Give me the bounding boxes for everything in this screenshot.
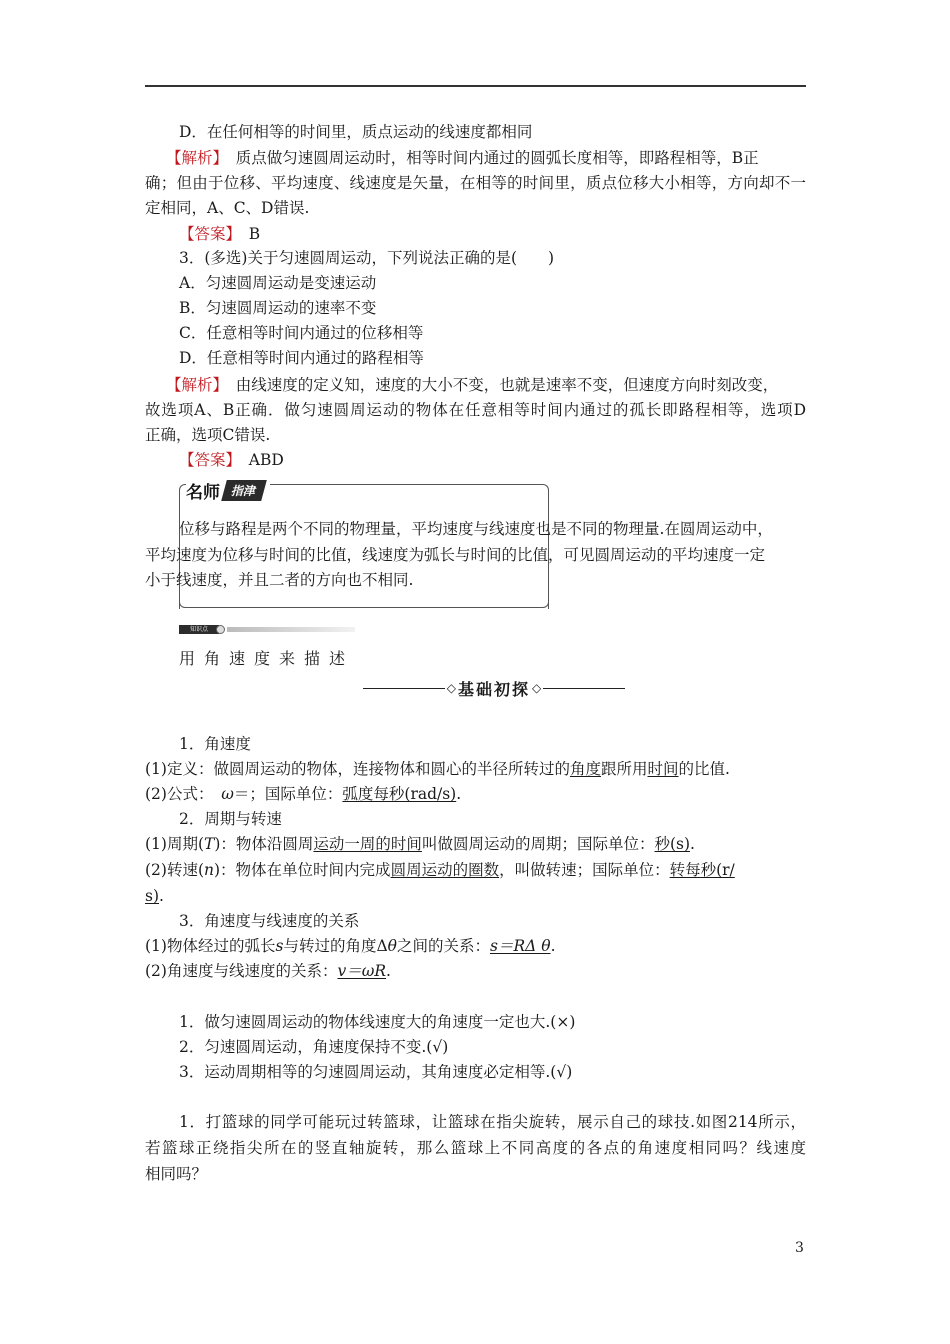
analysis-tag: 【解析】 [166,376,221,394]
question-3-option-d: D．任意相等时间内通过的路程相等 [179,349,424,367]
section-banner [363,677,625,699]
formula-line: (2)公式： ω＝；国际单位：弧度每秒(rad/s). [145,785,462,803]
diamond-icon: ◇ [446,681,456,695]
answer-tag: 【答案】 [179,451,234,469]
analysis-2-line-2: 故选项A、B正确．做匀速圆周运动的物体在任意相等时间内通过的孤长即路程相等，选项D [145,401,806,419]
question-3-option-a: A．匀速圆周运动是变速运动 [179,274,377,292]
velocity-relation-line: (2)角速度与线速度的关系：v＝ωR. [145,962,391,980]
question-line-3: 相同吗？ [145,1165,208,1183]
divider [227,627,355,632]
knowledge-point-badge: 知识点 [179,625,219,634]
tip-title-text: 名师 [186,482,220,503]
definition-line: (1)定义：做圆周运动的物体，连接物体和圆心的半径所转过的角度跟所用时间的比值. [145,760,730,778]
option-d: D．在任何相等的时间里，质点运动的线速度都相同 [179,123,533,141]
judge-3: 3．运动周期相等的匀速圆周运动，其角速度必定相等.(√) [179,1063,573,1081]
page-number: 3 [795,1240,804,1256]
section-subheading: 用角速度来描述 [179,649,355,668]
analysis-1-line-1: 【解析】 质点做匀速圆周运动时，相等时间内通过的圆弧长度相等，即路程相等，B正 [166,149,759,167]
question-3-option-c: C．任意相等时间内通过的位移相等 [179,324,424,342]
answer-2: 【答案】 ABD [179,451,284,469]
answer-tag: 【答案】 [179,225,234,243]
speed-line: (2)转速(n)：物体在单位时间内完成圆周运动的圈数，叫做转速；国际单位：转每秒(r/ [145,861,735,879]
banner-title: 基础初探 [458,679,531,699]
period-line: (1)周期(T)：物体沿圆周运动一周的时间叫做圆周运动的周期；国际单位：秒(s). [145,835,695,853]
heading-relation: 3．角速度与线速度的关系 [179,912,360,930]
banner-rule-left [363,688,445,689]
banner-rule-right [543,688,625,689]
analysis-1-line-3: 定相同，A、C、D错误. [145,199,310,217]
question-line-2: 若篮球正绕指尖所在的竖直轴旋转，那么篮球上不同高度的各点的角速度相同吗？线速度 [145,1139,806,1157]
analysis-tag: 【解析】 [166,149,221,167]
tip-line-3: 小于线速度，并且二者的方向也不相同. [145,571,414,589]
tip-box-bottom [179,597,549,608]
circle-icon [216,625,225,634]
question-3-option-b: B．匀速圆周运动的速率不变 [179,299,377,317]
question-3: 3．(多选)关于匀速圆周运动，下列说法正确的是( ) [179,249,555,267]
knowledge-point-bar [179,625,355,634]
tip-title-badge: 指津 [221,480,267,501]
judge-2: 2．匀速圆周运动，角速度保持不变.(√) [179,1038,449,1056]
answer-1: 【答案】 B [179,225,261,243]
tip-box-title [186,478,270,502]
arc-relation-line: (1)物体经过的弧长s与转过的角度Δθ之间的关系：s＝RΔ θ. [145,937,556,955]
heading-angular-velocity: 1．角速度 [179,735,251,753]
analysis-2-line-1: 【解析】 由线速度的定义知，速度的大小不变，也就是速率不变，但速度方向时刻改变， [166,376,779,394]
tip-line-1: 位移与路程是两个不同的物理量，平均速度与线速度也是不同的物理量.在圆周运动中， [179,520,773,538]
diamond-icon: ◇ [532,681,542,695]
heading-period: 2．周期与转速 [179,810,282,828]
judge-1: 1．做匀速圆周运动的物体线速度大的角速度一定也大.(×) [179,1013,576,1031]
header-rule [145,85,806,87]
question-line-1: 1．打篮球的同学可能玩过转篮球，让篮球在指尖旋转，展示自己的球技.如图214所示， [179,1113,806,1131]
tip-line-2: 平均速度为位移与时间的比值，线速度为弧长与时间的比值，可见圆周运动的平均速度一定 [145,546,766,564]
speed-line-cont: s). [145,887,164,905]
analysis-1-line-2: 确；但由于位移、平均速度、线速度是矢量，在相等的时间里，质点位移大小相等，方向却不一 [145,174,806,192]
analysis-2-line-3: 正确，选项C错误. [145,426,271,444]
